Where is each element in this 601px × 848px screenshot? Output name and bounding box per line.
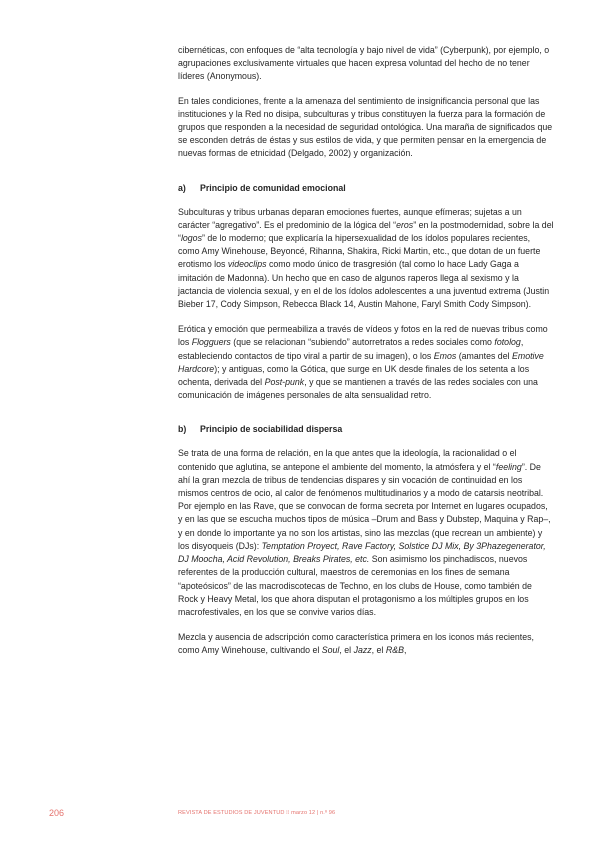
paragraph-mixture-adscription: Mezcla y ausencia de adscripción como característica primera en los iconos más recientes, como Amy Winehouse, cultivando el Soul, el Jazz, el R&B, bbox=[178, 632, 534, 656]
section-letter-a: a) bbox=[178, 182, 186, 193]
journal-reference: REVISTA DE ESTUDIOS DE JUVENTUD ⁞⁞ marzo 12 | n.º 96 bbox=[178, 810, 336, 816]
page-footer bbox=[0, 808, 601, 824]
italic-term: Emos bbox=[433, 350, 457, 361]
section-letter-b: b) bbox=[178, 424, 187, 435]
italic-term: Emotive Hardcore bbox=[178, 350, 544, 374]
paragraph-dispersed-sociability: Se trata de una forma de relación, en la que antes que la ideología, la racionalidad o el contenido que aglutina, se antepone el ambiente del momento, la atmósfera y el “feeling”. De ahí la gran mezcla de tribus de tendencias dispares y sin vocación de continuidad en los mismos centros de ocio, al calor de fenómenos multitudinarios y a modo de catarsis neotribal. Por ejemplo en las Rave, que se convocan de forma secreta por Internet en lugares ocupados, y en las que se escucha muchos tipos de música –Drum and Bass y Dubstep, Maquina y Rap–, y en donde lo importante ya no son los artistas, sino las mezclas (que recrean un ambiente) y los disyoqueis (DJs): Temptation Proyect, Rave Factory, Solstice DJ Mix, By 3Phazegenerator, DJ Moocha, Acid Revolution, Breaks Pirates, etc. Son asimismo los pinchadiscos, nuevos referentes de la producción cultural, maestros de ceremonias en los fines de semana “apoteósicos” de las macrodiscotecas de Techno, en los clubs de House, como también de Rock y Heavy Metal, los que ahora disputan el protagonismo a los múltiples grupos en los macrofestivales, en los que se convive varios días. bbox=[178, 448, 551, 617]
section-heading-a bbox=[178, 182, 554, 195]
paragraph-intro-continuation: cibernéticas, con enfoques de “alta tecnología y bajo nivel de vida” (Cyberpunk), por ejemplo, o agrupaciones exclusivamente virtuales que hacen expresa voluntad del hecho de no tener líderes (Anonymous). bbox=[178, 45, 550, 82]
italic-term: Post-punk bbox=[264, 377, 305, 388]
section-title-b: Principio de sociabilidad dispersa bbox=[200, 424, 343, 435]
italic-term: Jazz bbox=[353, 645, 372, 656]
paragraph-emotional-community: Subculturas y tribus urbanas deparan emociones fuertes, aunque efímeras; sujetas a un carácter “agregativo”. Es el predominio de la lógica del “eros” en la postmodernidad, sobre la del “logos” de lo moderno; que explicaría la hipersexualidad de los ídolos populares recientes, como Amy Winehouse, Beyoncé, Rihanna, Shakira, Ricki Martin, etc., que dotan de un fuerte erotismo los videoclips como modo único de trasgresión (tal como lo hace Lady Gaga a imitación de Madonna). Un hecho que en caso de algunos raperos llega al sexismo y la jactancia de violencia sexual, y en el de los ídolos adolescentes a una juventud extrema (Justin Bieber 17, Cody Simpson, Rebecca Black 14, Austin Mahone, Faryl Smith Cody Simpson). bbox=[178, 206, 554, 310]
page-number: 206 bbox=[49, 808, 65, 818]
italic-term: fotolog bbox=[494, 337, 521, 348]
italic-term: R&B bbox=[385, 645, 404, 656]
section-heading-b bbox=[178, 423, 554, 436]
italic-term: videoclips bbox=[227, 259, 267, 270]
paragraph-erotica-emotion: Erótica y emoción que permeabiliza a través de vídeos y fotos en la red de nuevas tribus como los Flogguers (que se relacionan “subiendo” autorretratos a redes sociales como fotolog, estableciendo contactos de tipo viral a partir de su imagen), o los Emos (amantes del Emotive Hardcore); y antiguas, como la Gótica, que surge en UK desde finales de los setenta a los ochenta, derivada del Post-punk, y que se mantienen a través de las redes sociales con una comunicación de imágenes personales de alta sensualidad retro. bbox=[178, 324, 548, 401]
italic-term: feeling bbox=[495, 461, 522, 472]
page-body bbox=[178, 44, 554, 670]
section-title-a: Principio de comunidad emocional bbox=[200, 182, 346, 193]
italic-term: Soul bbox=[321, 645, 340, 656]
italic-term: logos bbox=[180, 233, 202, 244]
italic-term: Flogguers bbox=[191, 337, 231, 348]
paragraph-ontological-security: En tales condiciones, frente a la amenaza del sentimiento de insignificancia personal que las instituciones y la Red no disipa, subculturas y tribus constituyen la fuerza para la formación de grupos que responden a la necesidad de seguridad ontológica. Una maraña de significados que se esconden detrás de éstas y sus estilos de vida, y que permiten pensar en la emergencia de nuevas formas de etnicidad (Delgado, 2002) y organización. bbox=[178, 95, 553, 159]
italic-term: eros bbox=[396, 219, 414, 230]
italic-term: Temptation Proyect, Rave Factory, Solstice DJ Mix, By 3Phazegenerator, DJ Moocha, Acid Revolution, Breaks Pirates, etc. bbox=[178, 540, 546, 565]
